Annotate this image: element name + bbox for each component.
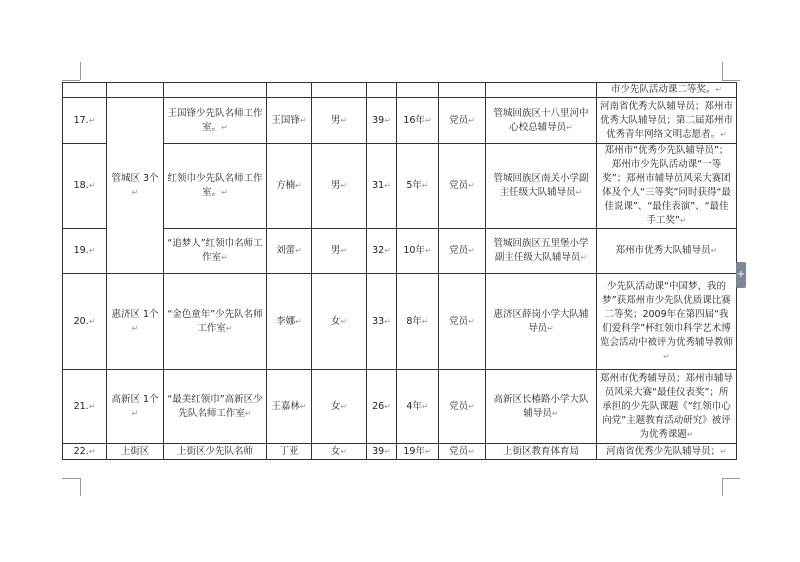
cell-politics[interactable]: 党员↵ — [439, 370, 486, 444]
cell-no[interactable]: 17.↵ — [63, 98, 107, 144]
cell-years[interactable]: 5年↵ — [397, 144, 439, 229]
cell-honors[interactable]: 河南省优秀少先队辅导员；↵ — [597, 444, 737, 460]
cell-honors[interactable]: 郑州市“优秀少先队辅导员”；郑州市少先队活动课“一等奖”；郑州市辅导员风采大赛团体及个人“三等奖”同时获得“最佳说课”、“最佳表演”、“最佳手工奖”↵ — [597, 144, 737, 229]
cell-name[interactable]: 李娜↵ — [267, 274, 312, 370]
cell-honors[interactable]: 郑州市优秀大队辅导员↵ — [597, 229, 737, 274]
table-row — [63, 274, 737, 370]
cell-name[interactable] — [267, 83, 312, 98]
cell-age[interactable]: 39↵ — [367, 98, 397, 144]
crop-mark-top-left — [62, 80, 80, 81]
cell-honors[interactable]: 河南省优秀大队辅导员；郑州市优秀大队辅导员；第二届郑州市优秀青年网络文明志愿者。↵ — [597, 98, 737, 144]
cell-age[interactable] — [367, 83, 397, 98]
cell-gender[interactable]: 女↵ — [312, 444, 367, 460]
cell-gender[interactable]: 女↵ — [312, 274, 367, 370]
crop-mark-bottom-left — [80, 478, 81, 496]
cell-position[interactable]: 上街区教育体育局 — [486, 444, 597, 460]
cell-studio[interactable]: 王国锋少先队名师工作室。↵ — [164, 98, 267, 144]
cell-position[interactable]: 高新区长椿路小学大队辅导员↵ — [486, 370, 597, 444]
cell-politics[interactable]: 党员↵ — [439, 98, 486, 144]
cell-name[interactable]: 丁亚 — [267, 444, 312, 460]
cell-politics[interactable]: 党员↵ — [439, 274, 486, 370]
cell-no[interactable]: 19.↵ — [63, 229, 107, 274]
table-row — [63, 370, 737, 444]
cell-gender[interactable] — [312, 83, 367, 98]
cell-studio[interactable]: 红领巾少先队名师工作室。↵ — [164, 144, 267, 229]
cell-no[interactable]: 18.↵ — [63, 144, 107, 229]
cell-studio[interactable]: “金色童年”少先队名师工作室↵ — [164, 274, 267, 370]
cell-district[interactable]: 惠济区 1个↵ — [107, 274, 164, 370]
cell-district[interactable]: 管城区 3个↵ — [107, 98, 164, 274]
cell-position[interactable]: 管城回族区五里堡小学副主任级大队辅导员↵ — [486, 229, 597, 274]
cell-years[interactable]: 8年↵ — [397, 274, 439, 370]
cell-name[interactable]: 王国锋↵ — [267, 98, 312, 144]
cell-position[interactable] — [486, 83, 597, 98]
cell-years[interactable]: 19年↵ — [397, 444, 439, 460]
table-row — [63, 83, 737, 98]
table-row — [63, 144, 737, 229]
cell-gender[interactable]: 男↵ — [312, 98, 367, 144]
studio-table — [62, 82, 737, 460]
cell-studio[interactable] — [164, 83, 267, 98]
cell-district[interactable] — [107, 83, 164, 98]
cell-honors[interactable]: 少先队活动课“中国梦、我的梦”获郑州市少先队优质课比赛二等奖；2009年在第四届“我们爱科学”杯红领巾科学艺术博览会活动中被评为优秀辅导教师↵ — [597, 274, 737, 370]
cell-district[interactable]: 上街区 — [107, 444, 164, 460]
cell-no[interactable]: 21.↵ — [63, 370, 107, 444]
expand-side-panel-button[interactable]: + — [736, 262, 746, 288]
cell-honors[interactable]: 郑州市优秀辅导员；郑州市辅导员风采大赛“最佳仪表奖”；所承担的少先队课题《“红领巾心向党”主题教育活动研究》被评为优秀课题↵ — [597, 370, 737, 444]
cell-politics[interactable] — [439, 83, 486, 98]
cell-age[interactable]: 26↵ — [367, 370, 397, 444]
cell-studio[interactable]: “追梦人”红领巾名师工作室↵ — [164, 229, 267, 274]
crop-mark-top-right — [722, 62, 723, 80]
cell-politics[interactable]: 党员↵ — [439, 444, 486, 460]
cell-years[interactable]: 10年↵ — [397, 229, 439, 274]
cell-no[interactable]: 22.↵ — [63, 444, 107, 460]
cell-position[interactable]: 管城回族区南关小学副主任级大队辅导员↵ — [486, 144, 597, 229]
cell-gender[interactable]: 女↵ — [312, 370, 367, 444]
crop-mark-bottom-left — [62, 478, 80, 479]
cell-age[interactable]: 32↵ — [367, 229, 397, 274]
cell-gender[interactable]: 男↵ — [312, 144, 367, 229]
table-row — [63, 98, 737, 144]
crop-mark-bottom-right — [722, 478, 740, 479]
cell-position[interactable]: 管城回族区十八里河中心校总辅导员↵ — [486, 98, 597, 144]
cell-politics[interactable]: 党员↵ — [439, 144, 486, 229]
cell-age[interactable]: 31↵ — [367, 144, 397, 229]
cell-studio[interactable]: “最美红领巾”高新区少先队名师工作室↵ — [164, 370, 267, 444]
cell-studio[interactable]: 上街区少先队名师 — [164, 444, 267, 460]
cell-years[interactable]: 4年↵ — [397, 370, 439, 444]
crop-mark-top-right — [722, 80, 740, 81]
cell-no[interactable] — [63, 83, 107, 98]
cell-gender[interactable]: 男↵ — [312, 229, 367, 274]
table-row — [63, 229, 737, 274]
cell-honors[interactable]: 市少先队活动课二等奖。↵ — [597, 83, 737, 98]
cell-years[interactable] — [397, 83, 439, 98]
cell-no[interactable]: 20.↵ — [63, 274, 107, 370]
cell-district[interactable]: 高新区 1个↵ — [107, 370, 164, 444]
cell-politics[interactable]: 党员↵ — [439, 229, 486, 274]
table-row — [63, 444, 737, 460]
cell-age[interactable]: 39↵ — [367, 444, 397, 460]
cell-name[interactable]: 方楠↵ — [267, 144, 312, 229]
cell-age[interactable]: 33↵ — [367, 274, 397, 370]
crop-mark-bottom-right — [722, 478, 723, 496]
crop-mark-top-left — [80, 62, 81, 80]
cell-years[interactable]: 16年↵ — [397, 98, 439, 144]
cell-position[interactable]: 惠济区薛岗小学大队辅导员↵ — [486, 274, 597, 370]
cell-name[interactable]: 王嘉林↵ — [267, 370, 312, 444]
cell-name[interactable]: 刘蕾↵ — [267, 229, 312, 274]
